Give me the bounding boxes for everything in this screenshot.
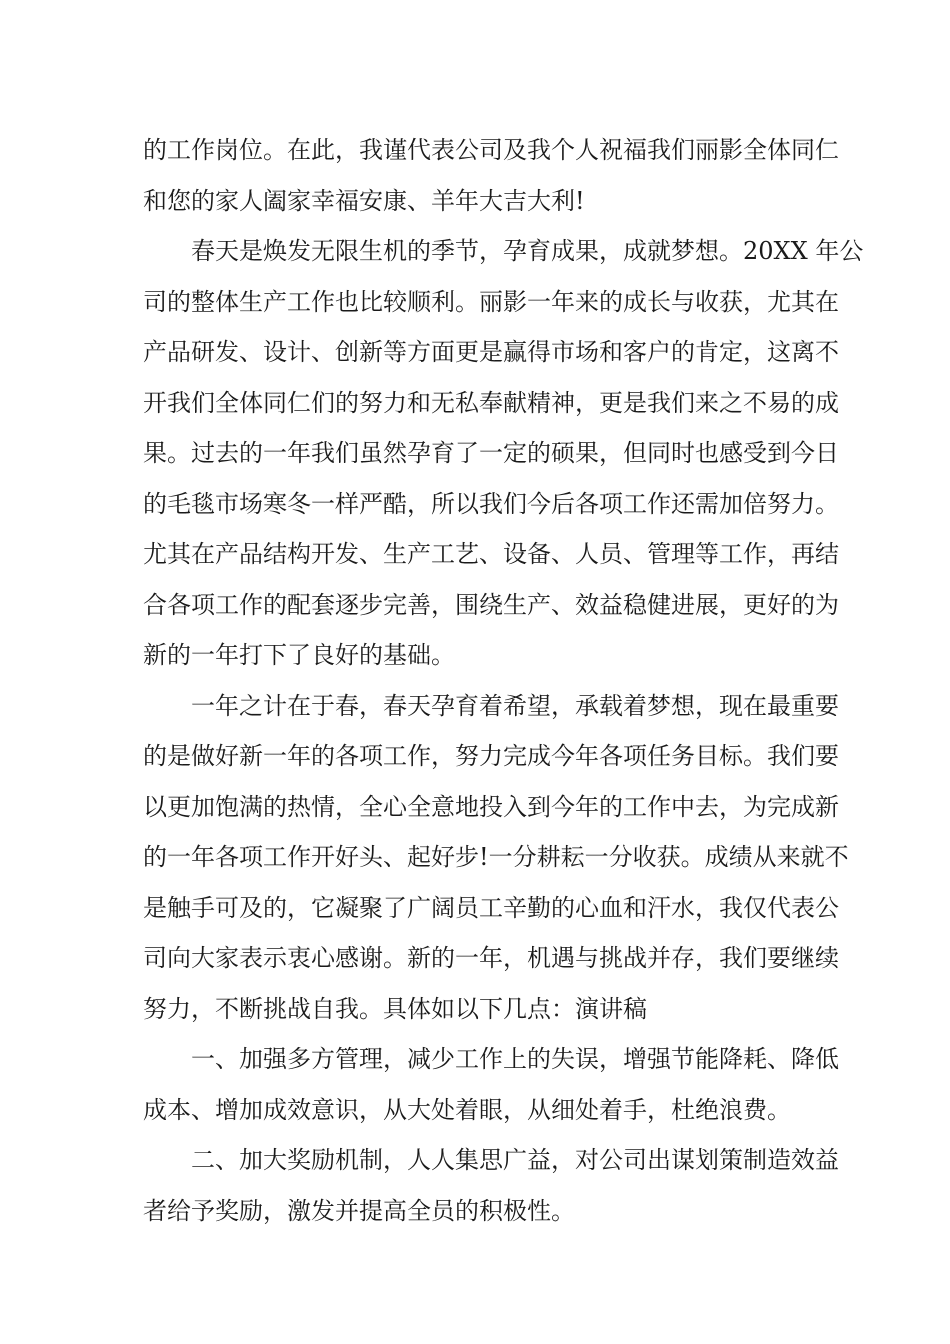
text-line: 尤其在产品结构开发、生产工艺、设备、人员、管理等工作，再结	[143, 540, 839, 568]
text-line: 开我们全体同仁们的努力和无私奉献精神，更是我们来之不易的成	[143, 388, 839, 417]
text-line: 司向大家表示衷心感谢。新的一年，机遇与挑战并存，我们要继续	[143, 944, 839, 972]
text-line: 是触手可及的，它凝聚了广阔员工辛勤的心血和汗水，我仅代表公	[143, 893, 839, 922]
paragraph-3	[143, 681, 849, 1035]
paragraph-1	[143, 125, 839, 226]
text-line: 以更加饱满的热情，全心全意地投入到今年的工作中去，为完成新	[143, 792, 839, 821]
document-body	[143, 125, 864, 1236]
text-line: 二、加大奖励机制，人人集思广益，对公司出谋划策制造效益	[191, 1146, 839, 1174]
text-line: 产品研发、设计、创新等方面更是赢得市场和客户的肯定，这离不	[143, 338, 839, 366]
text-line: 的一年各项工作开好头、起好步!一分耕耘一分收获。成绩从来就不	[143, 843, 849, 871]
text-line: 一年之计在于春，春天孕育着希望，承载着梦想，现在最重要	[191, 691, 839, 720]
text-line: 新的一年打下了良好的基础。	[143, 641, 455, 669]
text-line: 和您的家人阖家幸福安康、羊年大吉大利!	[143, 186, 585, 215]
paragraph-4	[143, 1034, 839, 1135]
text-line: 一、加强多方管理，减少工作上的失误，增强节能降耗、降低	[191, 1045, 839, 1073]
paragraph-2	[143, 226, 864, 681]
text-line: 的工作岗位。在此，我谨代表公司及我个人祝福我们丽影全体同仁	[143, 136, 839, 164]
text-line: 者给予奖励，激发并提高全员的积极性。	[143, 1196, 575, 1225]
text-line: 成本、增加成效意识，从大处着眼，从细处着手，杜绝浪费。	[143, 1095, 791, 1124]
text-line: 合各项工作的配套逐步完善，围绕生产、效益稳健进展，更好的为	[143, 590, 839, 619]
text-line: 司的整体生产工作也比较顺利。丽影一年来的成长与收获，尤其在	[143, 287, 839, 316]
text-line: 果。过去的一年我们虽然孕育了一定的硕果，但同时也感受到今日	[143, 439, 839, 467]
text-line: 的是做好新一年的各项工作，努力完成今年各项任务目标。我们要	[143, 742, 839, 770]
paragraph-5	[143, 1135, 839, 1236]
text-line: 的毛毯市场寒冬一样严酷，所以我们今后各项工作还需加倍努力。	[143, 489, 839, 518]
text-line: 春天是焕发无限生机的季节，孕育成果，成就梦想。20XX 年公	[191, 237, 864, 265]
text-line: 努力，不断挑战自我。具体如以下几点：演讲稿	[143, 994, 647, 1023]
